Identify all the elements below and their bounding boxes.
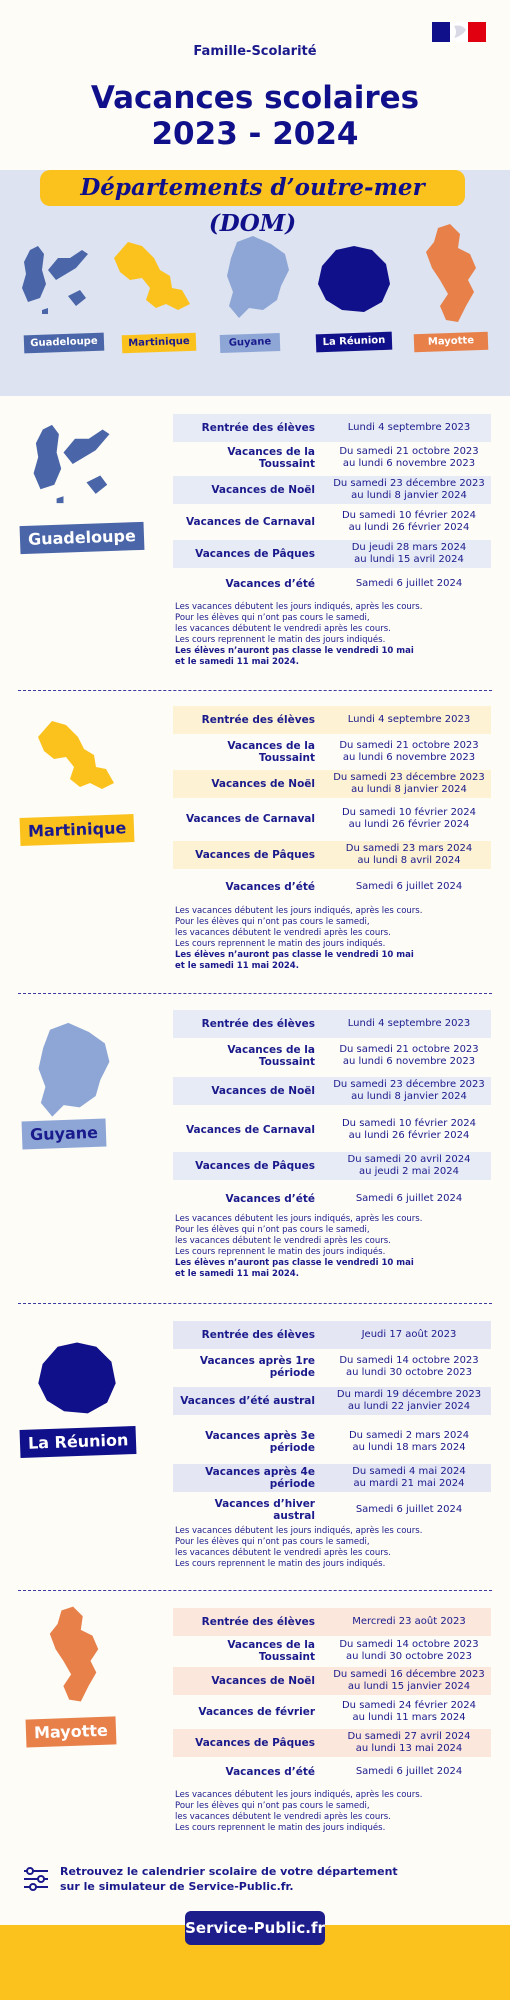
- legend-martinique: Martinique: [122, 333, 197, 354]
- row-date: Du samedi 2 mars 2024 au lundi 18 mars 2024: [348, 1430, 470, 1453]
- row-date: Samedi 6 juillet 2024: [355, 1193, 463, 1204]
- section-note: [175, 1526, 495, 1570]
- row-date: Du samedi 21 octobre 2023 au lundi 6 novembre 2023: [339, 740, 479, 763]
- row-label: Vacances après 3e période: [205, 1430, 315, 1454]
- row-date: Du samedi 10 février 2024 au lundi 26 février 2024: [341, 1118, 477, 1141]
- section-label-guadeloupe: Guadeloupe: [20, 522, 145, 554]
- row-date: Du samedi 23 décembre 2023 au lundi 8 janvier 2024: [333, 772, 485, 795]
- row-label: Vacances de Carnaval: [185, 1124, 315, 1136]
- row-label: Vacances de la Toussaint: [227, 740, 315, 764]
- row-label: Vacances d’hiver austral: [214, 1498, 315, 1522]
- row-date: Mercredi 23 août 2023: [352, 1616, 466, 1627]
- row-date: Du samedi 21 octobre 2023 au lundi 6 novembre 2023: [339, 446, 479, 469]
- table-row: [173, 873, 491, 901]
- mayotte-map-icon: [44, 1604, 106, 1708]
- table-row: [173, 1010, 491, 1038]
- title-line-2: 2023 - 2024: [151, 116, 359, 152]
- table-row: [173, 570, 491, 598]
- row-date: Du mardi 19 décembre 2023 au lundi 22 janvier 2024: [336, 1389, 482, 1412]
- martinique-map-icon: [110, 238, 200, 318]
- guadeloupe-map-icon: [18, 240, 98, 320]
- legend-mayotte: Mayotte: [414, 332, 489, 353]
- row-date: Du jeudi 28 mars 2024 au lundi 15 avril 2024: [351, 542, 467, 565]
- note-line: Les cours reprennent le matin des jours indiqués.: [175, 1247, 386, 1257]
- reunion-map-icon: [314, 244, 394, 316]
- footer-line: sur le simulateur de Service-Public.fr.: [60, 1880, 294, 1893]
- row-date: Du samedi 14 octobre 2023 au lundi 30 octobre 2023: [339, 1639, 479, 1662]
- note-line: les vacances débutent le vendredi après les cours.: [175, 1236, 391, 1246]
- table-row: [173, 1637, 491, 1665]
- row-date: Jeudi 17 août 2023: [361, 1329, 457, 1340]
- note-bold-line: Les élèves n’auront pas classe le vendredi 10 mai: [175, 950, 414, 960]
- section-label-mayotte: Mayotte: [26, 1716, 117, 1747]
- row-label: Vacances de Pâques: [195, 548, 315, 560]
- row-label: Vacances de Carnaval: [185, 813, 315, 825]
- legend-reunion: La Réunion: [316, 332, 393, 353]
- table-row: [173, 805, 491, 833]
- table-row: [173, 1698, 491, 1726]
- note-line: Les vacances débutent les jours indiqués, après les cours.: [175, 1790, 423, 1800]
- table-row: [173, 540, 491, 568]
- row-date: Du samedi 20 avril 2024 au jeudi 2 mai 2024: [347, 1154, 471, 1177]
- guyane-map-icon: [34, 1020, 114, 1124]
- guadeloupe-map-icon: [20, 418, 130, 510]
- note-bold-line: Les élèves n’auront pas classe le vendredi 10 mai: [175, 646, 414, 656]
- row-date: Du samedi 23 mars 2024 au lundi 8 avril 2024: [345, 843, 473, 866]
- marianne-logo-icon: [432, 22, 486, 42]
- row-date: Lundi 4 septembre 2023: [347, 1018, 471, 1029]
- note-line: Les cours reprennent le matin des jours indiqués.: [175, 1823, 386, 1833]
- row-date: Du samedi 16 décembre 2023 au lundi 15 janvier 2024: [333, 1669, 485, 1692]
- row-date: Du samedi 10 février 2024 au lundi 26 février 2024: [341, 510, 477, 533]
- category-label: Famille-Scolarité: [193, 44, 317, 59]
- section-note: [175, 1790, 495, 1834]
- section-label-martinique: Martinique: [20, 814, 135, 846]
- note-line: les vacances débutent le vendredi après les cours.: [175, 624, 391, 634]
- table-row: [173, 1321, 491, 1349]
- row-date: Du samedi 24 février 2024 au lundi 11 mars 2024: [341, 1700, 477, 1723]
- section-label-guyane: Guyane: [22, 1119, 107, 1150]
- section-divider: [18, 690, 492, 691]
- row-label: Vacances d’été austral: [180, 1395, 315, 1407]
- note-line: Pour les élèves qui n’ont pas cours le samedi,: [175, 917, 370, 927]
- note-bold-line: et le samedi 11 mai 2024.: [175, 657, 299, 667]
- table-row: [173, 738, 491, 766]
- row-label: Vacances d’été: [225, 1193, 315, 1205]
- guyane-map-icon: [223, 234, 293, 324]
- note-line: Les vacances débutent les jours indiqués, après les cours.: [175, 1526, 423, 1536]
- note-line: Les vacances débutent les jours indiqués, après les cours.: [175, 906, 423, 916]
- table-row: [173, 1608, 491, 1636]
- section-note: [175, 602, 495, 668]
- legend-guyane: Guyane: [220, 333, 281, 353]
- row-date: Samedi 6 juillet 2024: [355, 881, 463, 892]
- row-label: Vacances d’été: [225, 881, 315, 893]
- section-label-reunion: La Réunion: [20, 1426, 137, 1458]
- row-label: Vacances de la Toussaint: [227, 446, 315, 470]
- table-row: [173, 770, 491, 798]
- row-label: Vacances de la Toussaint: [227, 1639, 315, 1663]
- table-row: [173, 1116, 491, 1144]
- simulator-sliders-icon: [22, 1866, 50, 1892]
- mayotte-map-icon: [420, 222, 484, 328]
- table-row: [173, 1042, 491, 1070]
- service-public-logo[interactable]: Service-Public.fr: [185, 1911, 325, 1945]
- row-label: Vacances d’été: [225, 1766, 315, 1778]
- table-row: [173, 1185, 491, 1213]
- row-label: Vacances après 1re période: [199, 1355, 315, 1379]
- row-label: Vacances de Noël: [211, 1675, 315, 1687]
- page-title: [0, 80, 510, 152]
- table-row: [173, 1667, 491, 1695]
- row-label: Rentrée des élèves: [201, 1018, 315, 1030]
- row-date: Du samedi 10 février 2024 au lundi 26 février 2024: [341, 807, 477, 830]
- table-row: [173, 1464, 491, 1492]
- note-bold-line: Les élèves n’auront pas classe le vendredi 10 mai: [175, 1258, 414, 1268]
- row-date: Du samedi 23 décembre 2023 au lundi 8 janvier 2024: [333, 1079, 485, 1102]
- martinique-map-icon: [34, 716, 124, 798]
- title-line-1: Vacances scolaires: [90, 80, 420, 116]
- row-date: Lundi 4 septembre 2023: [347, 714, 471, 725]
- note-line: Les vacances débutent les jours indiqués, après les cours.: [175, 602, 423, 612]
- section-note: [175, 1214, 495, 1280]
- row-date: Du samedi 23 décembre 2023 au lundi 8 janvier 2024: [333, 478, 485, 501]
- row-label: Vacances de Pâques: [195, 1737, 315, 1749]
- section-divider: [18, 1303, 492, 1304]
- legend-guadeloupe: Guadeloupe: [24, 333, 105, 354]
- note-line: Pour les élèves qui n’ont pas cours le samedi,: [175, 1225, 370, 1235]
- subtitle-banner: Départements d’outre-mer (DOM): [40, 170, 465, 206]
- note-line: Les vacances débutent les jours indiqués, après les cours.: [175, 1214, 423, 1224]
- row-label: Vacances après 4e période: [205, 1466, 315, 1490]
- row-label: Rentrée des élèves: [201, 1329, 315, 1341]
- row-label: Vacances de Carnaval: [185, 516, 315, 528]
- row-label: Vacances de février: [198, 1706, 315, 1718]
- note-line: Les cours reprennent le matin des jours indiqués.: [175, 635, 386, 645]
- note-line: les vacances débutent le vendredi après les cours.: [175, 928, 391, 938]
- table-row: [173, 1428, 491, 1456]
- row-label: Vacances de Pâques: [195, 1160, 315, 1172]
- table-row: [173, 1387, 491, 1415]
- footer-text: [60, 1864, 480, 1894]
- footer-line: Retrouvez le calendrier scolaire de votre département: [60, 1865, 398, 1878]
- note-line: les vacances débutent le vendredi après les cours.: [175, 1548, 391, 1558]
- row-label: Vacances de Noël: [211, 778, 315, 790]
- table-row: [173, 1729, 491, 1757]
- note-line: Pour les élèves qui n’ont pas cours le samedi,: [175, 613, 370, 623]
- row-label: Vacances de Noël: [211, 1085, 315, 1097]
- note-line: Les cours reprennent le matin des jours indiqués.: [175, 939, 386, 949]
- section-divider: [18, 993, 492, 994]
- row-label: Vacances de Pâques: [195, 849, 315, 861]
- note-bold-line: et le samedi 11 mai 2024.: [175, 1269, 299, 1279]
- section-note: [175, 906, 495, 972]
- table-row: [173, 414, 491, 442]
- note-line: Pour les élèves qui n’ont pas cours le samedi,: [175, 1801, 370, 1811]
- note-line: Les cours reprennent le matin des jours indiqués.: [175, 1559, 386, 1569]
- row-label: Vacances d’été: [225, 578, 315, 590]
- row-date: Samedi 6 juillet 2024: [355, 1766, 463, 1777]
- row-date: Samedi 6 juillet 2024: [355, 578, 463, 589]
- section-divider: [18, 1590, 492, 1591]
- row-date: Du samedi 27 avril 2024 au lundi 13 mai 2024: [347, 1731, 471, 1754]
- row-date: Du samedi 21 octobre 2023 au lundi 6 novembre 2023: [339, 1044, 479, 1067]
- row-label: Rentrée des élèves: [201, 1616, 315, 1628]
- table-row: [173, 476, 491, 504]
- table-row: [173, 508, 491, 536]
- row-label: Rentrée des élèves: [201, 714, 315, 726]
- note-line: les vacances débutent le vendredi après les cours.: [175, 1812, 391, 1822]
- table-row: [173, 706, 491, 734]
- table-row: [173, 841, 491, 869]
- note-line: Pour les élèves qui n’ont pas cours le samedi,: [175, 1537, 370, 1547]
- row-date: Du samedi 14 octobre 2023 au lundi 30 octobre 2023: [339, 1355, 479, 1378]
- row-date: Lundi 4 septembre 2023: [347, 422, 471, 433]
- row-label: Rentrée des élèves: [201, 422, 315, 434]
- row-date: Samedi 6 juillet 2024: [355, 1504, 463, 1515]
- table-row: [173, 444, 491, 472]
- table-row: [173, 1758, 491, 1786]
- row-date: Du samedi 4 mai 2024 au mardi 21 mai 2024: [352, 1466, 466, 1489]
- table-row: [173, 1496, 491, 1524]
- reunion-map-icon: [34, 1340, 120, 1418]
- table-row: [173, 1353, 491, 1381]
- note-bold-line: et le samedi 11 mai 2024.: [175, 961, 299, 971]
- table-row: [173, 1077, 491, 1105]
- row-label: Vacances de Noël: [211, 484, 315, 496]
- table-row: [173, 1152, 491, 1180]
- row-label: Vacances de la Toussaint: [227, 1044, 315, 1068]
